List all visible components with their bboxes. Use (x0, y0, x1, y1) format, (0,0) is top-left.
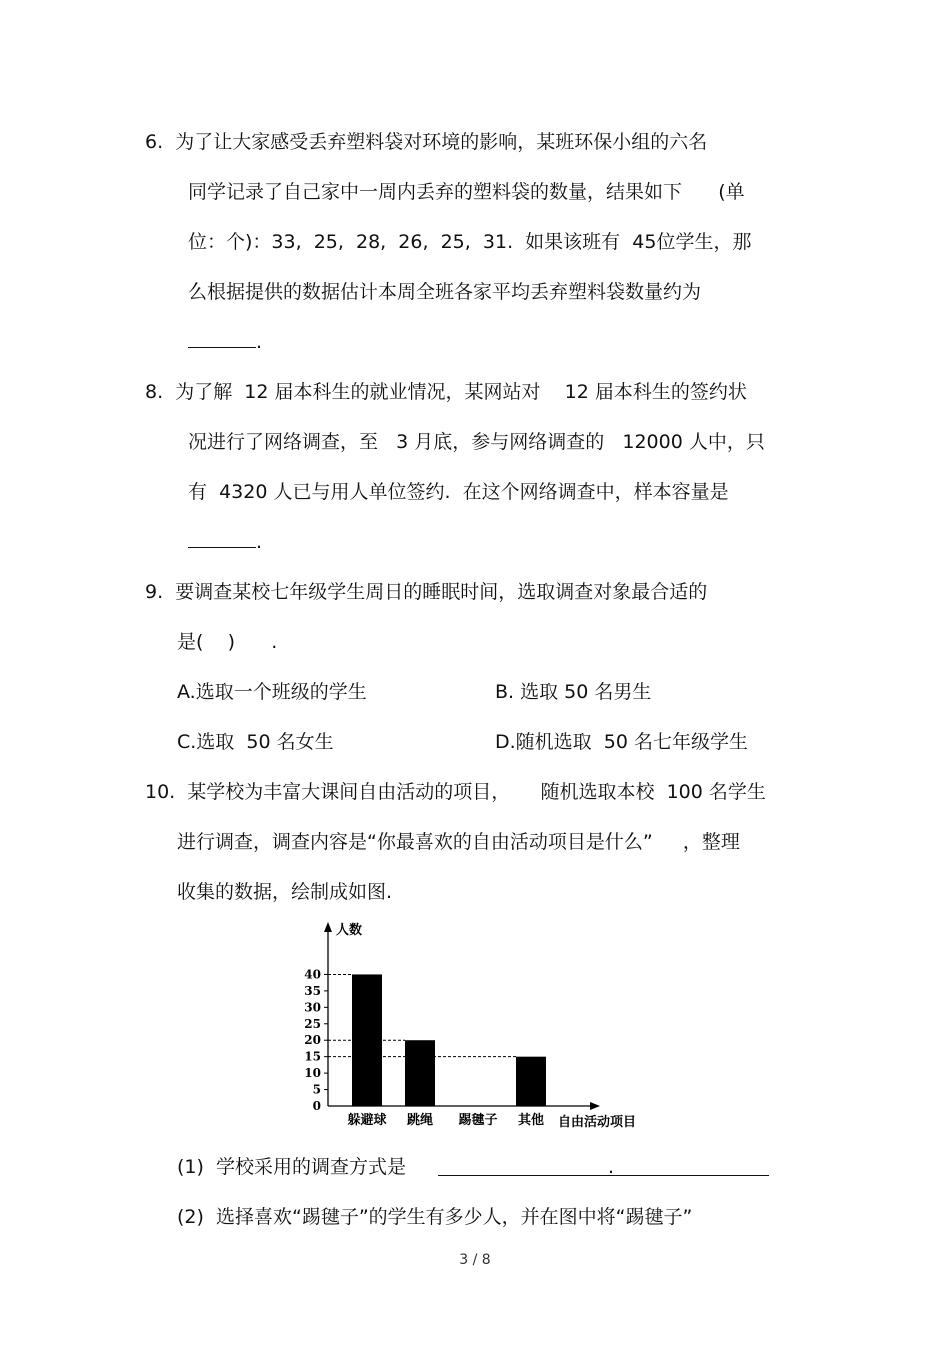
q8-answer-blank (188, 529, 262, 555)
q6-line-4: 么根据提供的数据估计本周全班各家平均丢弃塑料袋数量约为 (188, 281, 702, 303)
y-tick-label: 25 (304, 1016, 321, 1031)
x-axis-arrow (590, 1102, 600, 1110)
x-tick-label: 跳绳 (406, 1113, 434, 1128)
q10-line-3: 收集的数据，绘制成如图. (177, 881, 393, 903)
q8-line-2: 况进行了网络调查，至 3 月底，参与网络调查的 12000 人中，只 (188, 431, 765, 453)
page-number: 3 / 8 (459, 1252, 491, 1268)
bar (516, 1057, 546, 1106)
y-tick-label: 35 (304, 983, 321, 998)
q9-option-d: D.随机选取 50 名七年级学生 (495, 731, 748, 753)
q8-line-3: 有 4320 人已与用人单位签约. 在这个网络调查中，样本容量是 (188, 481, 729, 503)
bar (405, 1040, 435, 1106)
q10-sub2: (2) 选择喜欢“踢毽子”的学生有多少人，并在图中将“踢毽子” (177, 1206, 693, 1228)
bar-chart (300, 918, 660, 1133)
q8-blank-tail: . (256, 531, 263, 553)
q10-line-2: 进行调查，调查内容是“你最喜欢的自由活动项目是什么” ，整理 (177, 831, 740, 853)
y-tick-label: 15 (304, 1049, 321, 1064)
y-axis-arrow (324, 922, 332, 932)
q10-sub1-text: (1) 学校采用的调查方式是 (177, 1156, 406, 1178)
q8-line-1: 8. 为了解 12 届本科生的就业情况，某网站对 12 届本科生的签约状 (145, 381, 747, 403)
bar (352, 974, 382, 1106)
y-tick-label: 40 (304, 967, 321, 982)
y-tick-label: 0 (312, 1099, 321, 1113)
q6-line-3: 位：个)：33, 25, 28, 26, 25, 31. 如果该班有 45位学生，那 (188, 231, 752, 253)
x-tick-label: 躲避球 (347, 1113, 387, 1128)
q6-line-2: 同学记录了自己家中一周内丢弃的塑料袋的数量，结果如下 (单 (188, 181, 745, 203)
q6-answer-blank (188, 329, 262, 355)
q9-option-c: C.选取 50 名女生 (177, 731, 334, 753)
y-tick-label: 20 (304, 1033, 321, 1048)
x-axis-title: 自由活动项目 (558, 1115, 637, 1130)
q6-blank-tail: . (256, 331, 263, 353)
y-tick-label: 30 (304, 1000, 321, 1015)
y-tick-label: 10 (304, 1066, 321, 1081)
x-tick-label: 踢毽子 (458, 1113, 498, 1128)
q10-sub1-answer-line (438, 1175, 769, 1176)
y-axis-title: 人数 (336, 923, 363, 938)
q9-option-a: A.选取一个班级的学生 (177, 681, 367, 703)
x-tick-label: 其他 (517, 1113, 545, 1128)
q10-line-1: 10. 某学校为丰富大课间自由活动的项目， 随机选取本校 100 名学生 (145, 781, 766, 803)
q9-option-b: B. 选取 50 名男生 (495, 681, 652, 703)
q9-line-1: 9. 要调查某校七年级学生周日的睡眠时间，选取调查对象最合适的 (145, 581, 708, 603)
q10-sub1 (177, 1154, 406, 1180)
q9-line-2: 是( ) . (177, 631, 278, 653)
q6-line-1: 6. 为了让大家感受丢弃塑料袋对环境的影响，某班环保小组的六名 (145, 131, 708, 153)
q10-sub1-dot: . (608, 1156, 615, 1178)
y-tick-label: 5 (312, 1082, 321, 1097)
